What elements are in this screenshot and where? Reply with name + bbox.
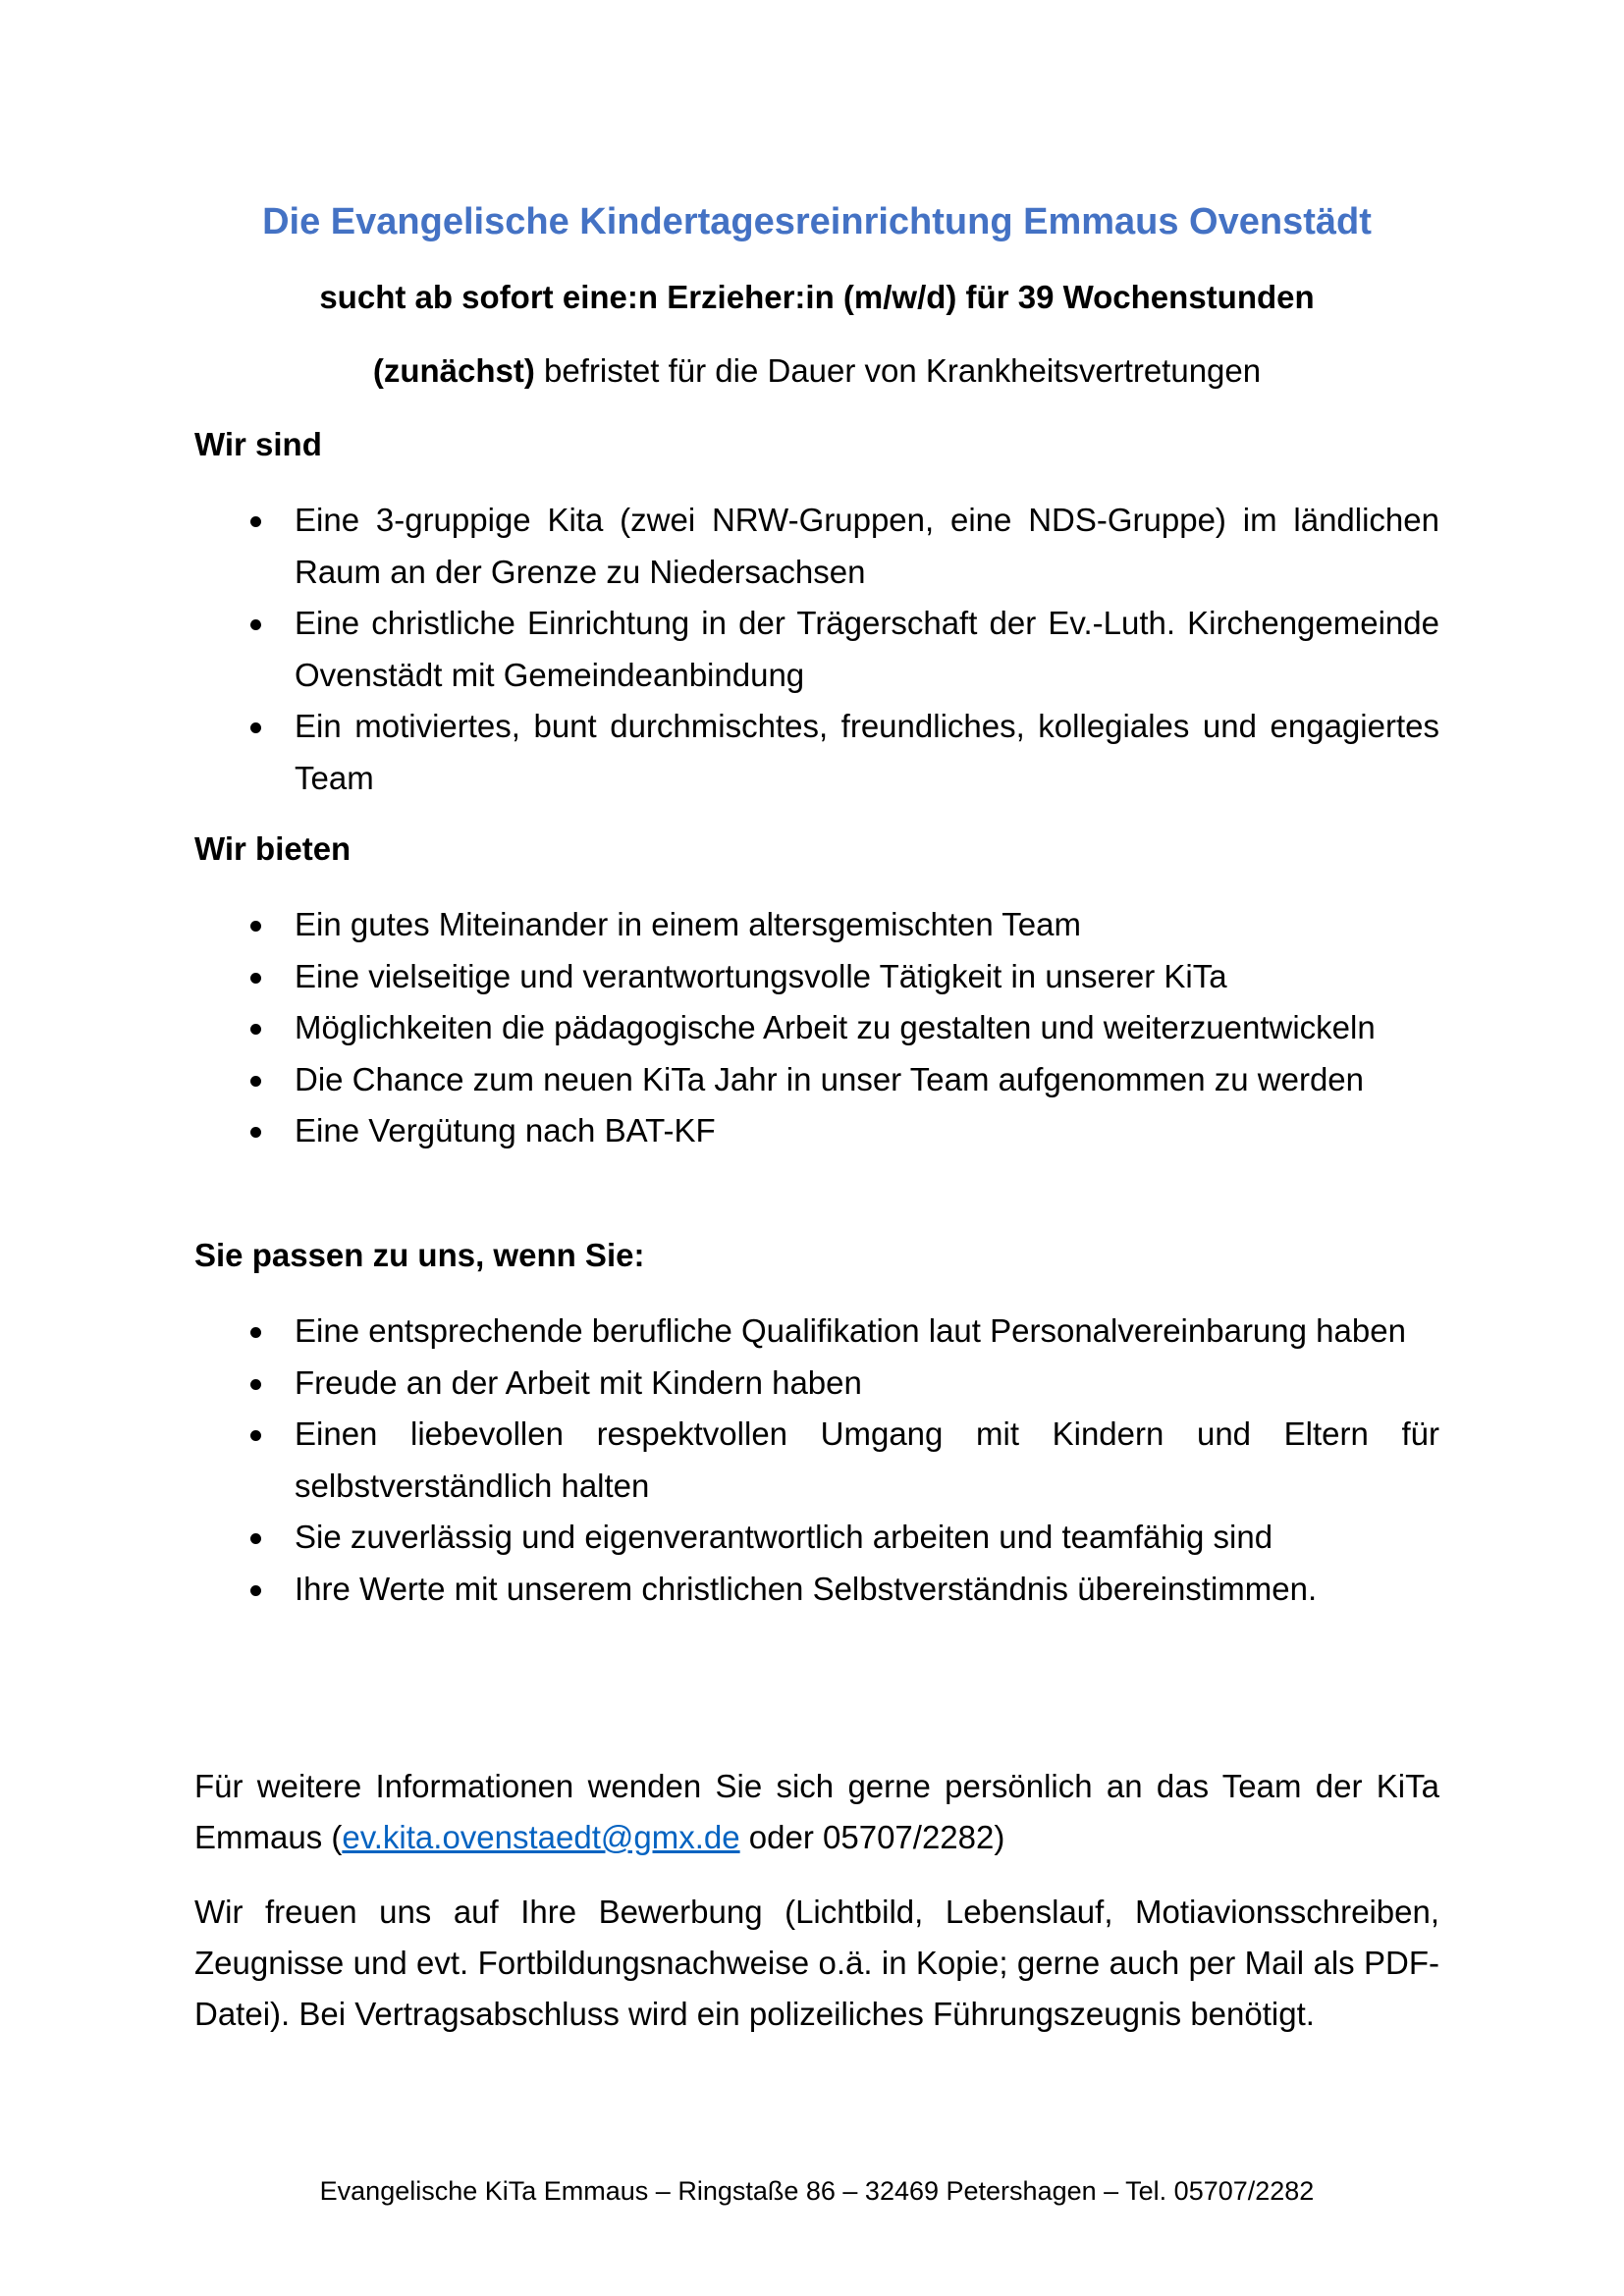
list-item: Ein motiviertes, bunt durchmischtes, freundliches, kollegiales und engagiertes Team [194,701,1439,804]
document-page [194,0,1439,2296]
contact-email-link[interactable]: ev.kita.ovenstaedt@gmx.de [342,1819,740,1855]
document-subtitle-line1: sucht ab sofort eine:n Erzieher:in (m/w/d) für 39 Wochenstunden [319,279,1315,315]
list-wir-bieten [194,899,1439,1157]
list-item: Möglichkeiten die pädagogische Arbeit zu gestalten und weiterzuentwickeln [194,1002,1439,1054]
section-heading-wir-bieten: Wir bieten [194,830,352,867]
list-item: Die Chance zum neuen KiTa Jahr in unser Team aufgenommen zu werden [194,1054,1439,1106]
list-item: Eine vielseitige und verantwortungsvolle Tätigkeit in unserer KiTa [194,951,1439,1003]
list-item: Eine entsprechende berufliche Qualifikation laut Personalvereinbarung haben [194,1306,1439,1358]
page-footer: Evangelische KiTa Emmaus – Ringstaße 86 – 32469 Petershagen – Tel. 05707/2282 [319,2176,1315,2206]
subtitle-rest-part: befristet für die Dauer von Krankheitsvertretungen [534,352,1262,389]
section-heading-wir-sind: Wir sind [194,426,322,462]
list-item: Sie zuverlässig und eigenverantwortlich arbeiten und teamfähig sind [194,1512,1439,1564]
list-item: Eine Vergütung nach BAT-KF [194,1105,1439,1157]
list-wir-sind [194,495,1439,804]
subtitle-bold-part: (zunächst) [372,352,535,389]
document-title: Die Evangelische Kindertagesreinrichtung Emmaus Ovenstädt [262,201,1372,242]
contact-paragraph [194,1761,1439,1863]
application-paragraph: Wir freuen uns auf Ihre Bewerbung (Lichtbild, Lebenslauf, Motiavionsschreiben, Zeugnisse und evt. Fortbildungsnachweise o.ä. in Kopie; gerne auch per Mail als PDF-Datei). Bei Vertragsabschluss wird ein polizeiliches Führungszeugnis benötigt. [194,1894,1439,2032]
document-subtitle-line2 [194,347,1439,396]
contact-text-before: Für weitere Informationen wenden Sie sich gerne persönlich an das Team der KiTa Emmaus ( [194,1768,1439,1855]
section-heading-sie-passen: Sie passen zu uns, wenn Sie: [194,1237,645,1273]
list-item: Freude an der Arbeit mit Kindern haben [194,1358,1439,1410]
list-item: Ihre Werte mit unserem christlichen Selbstverständnis übereinstimmen. [194,1564,1439,1616]
contact-text-after: oder 05707/2282) [739,1819,1005,1855]
list-sie-passen [194,1306,1439,1615]
list-item: Ein gutes Miteinander in einem altersgemischten Team [194,899,1439,951]
list-item: Eine 3-gruppige Kita (zwei NRW-Gruppen, eine NDS-Gruppe) im ländlichen Raum an der Grenze zu Niedersachsen [194,495,1439,598]
list-item: Eine christliche Einrichtung in der Trägerschaft der Ev.-Luth. Kirchengemeinde Ovenstädt mit Gemeindeanbindung [194,598,1439,701]
list-item: Einen liebevollen respektvollen Umgang mit Kindern und Eltern für selbstverständlich halten [194,1409,1439,1512]
